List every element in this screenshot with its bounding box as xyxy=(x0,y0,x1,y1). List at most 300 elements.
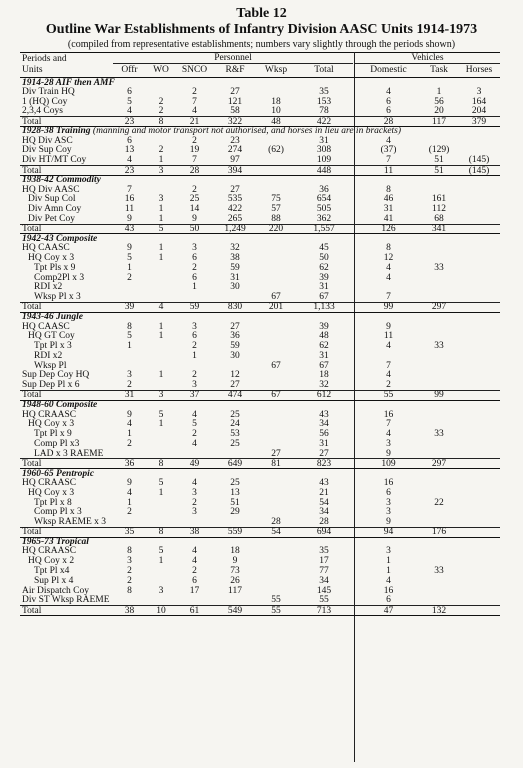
cell-offr: 9 xyxy=(127,243,132,254)
cell-rf: 23 xyxy=(230,135,240,146)
cell-total: 43 xyxy=(319,409,329,420)
cell-total: 308 xyxy=(316,145,332,156)
cell-domestic: 46 xyxy=(383,194,394,205)
cell-total: 77 xyxy=(319,566,329,576)
unit-name: RDI x2 xyxy=(34,350,63,361)
cell-offr: 7 xyxy=(127,184,132,195)
cell-rf: 27 xyxy=(230,86,240,97)
cell-rf: 24 xyxy=(230,419,240,430)
cell-task: 20 xyxy=(434,106,444,117)
cell-offr: 8 xyxy=(127,585,132,596)
total-offr: 31 xyxy=(124,390,135,401)
total-task: 132 xyxy=(431,605,447,616)
cell-domestic: 16 xyxy=(383,477,394,488)
cell-snco: 4 xyxy=(192,106,197,117)
cell-domestic: 16 xyxy=(383,409,394,420)
cell-snco: 1 xyxy=(192,350,197,361)
unit-name: HQ CRAASC xyxy=(22,546,77,557)
total-task: 297 xyxy=(431,458,447,469)
cell-task: 161 xyxy=(431,194,447,205)
cell-domestic: 6 xyxy=(386,96,391,107)
cell-snco: 6 xyxy=(192,253,197,264)
cell-rf: 9 xyxy=(232,556,238,567)
cell-snco: 6 xyxy=(192,575,197,586)
total-wo: 10 xyxy=(156,605,166,616)
cell-total: 67 xyxy=(319,292,329,303)
section-bottom-rule xyxy=(20,537,500,538)
unit-name: HQ CAASC xyxy=(22,243,70,254)
cell-offr: 2 xyxy=(127,575,132,586)
cell-offr: 9 xyxy=(127,213,132,224)
cell-total: 54 xyxy=(319,497,329,508)
cell-domestic: 4 xyxy=(386,575,391,586)
total-label: Total xyxy=(22,458,42,469)
cell-horses: 3 xyxy=(476,86,482,97)
cell-snco: 5 xyxy=(192,419,197,430)
total-snco: 61 xyxy=(189,605,200,616)
cell-snco: 2 xyxy=(192,429,197,440)
total-snco: 28 xyxy=(189,165,200,176)
cell-domestic: 3 xyxy=(386,497,391,508)
cell-snco: 2 xyxy=(192,135,197,146)
cell-domestic: 6 xyxy=(386,106,391,117)
cell-wo: 1 xyxy=(158,213,164,224)
vehicles-group-rule xyxy=(355,63,500,64)
total-task: 51 xyxy=(434,165,444,176)
unit-name: Tpt Pl x 8 xyxy=(34,497,72,508)
establishments-table xyxy=(20,52,500,762)
unit-name: Wksp RAEME x 3 xyxy=(34,517,107,528)
total-domestic: 11 xyxy=(383,165,394,176)
cell-rf: 30 xyxy=(230,282,240,293)
cell-task: 1 xyxy=(436,86,442,97)
cell-wo: 2 xyxy=(158,96,164,107)
cell-total: 35 xyxy=(319,86,329,97)
cell-snco: 6 xyxy=(192,272,197,283)
cell-snco: 2 xyxy=(192,262,197,273)
cell-task: 33 xyxy=(434,341,444,352)
cell-snco: 6 xyxy=(192,331,197,342)
total-label: Total xyxy=(22,605,42,616)
cell-offr: 13 xyxy=(124,145,135,156)
cell-domestic: 6 xyxy=(386,595,391,606)
cell-total: 145 xyxy=(316,585,332,596)
unit-name: LAD x 3 RAEME xyxy=(34,448,104,459)
cell-snco: 4 xyxy=(192,438,197,449)
total-total: 1,133 xyxy=(313,302,335,313)
cell-snco: 9 xyxy=(192,213,197,224)
total-task: 176 xyxy=(431,527,447,538)
cell-snco: 2 xyxy=(192,566,197,576)
cell-total: 17 xyxy=(319,556,329,567)
total-rf: 649 xyxy=(227,458,243,469)
unit-name: Comp Pl x 3 xyxy=(34,507,82,518)
unit-name: Tpt Pl x 3 xyxy=(34,341,72,352)
cell-wksp: 27 xyxy=(271,448,281,459)
total-total: 1,557 xyxy=(313,224,335,235)
total-wksp: 67 xyxy=(271,390,281,401)
total-offr: 38 xyxy=(124,605,135,616)
header-wo: WO xyxy=(153,65,169,75)
cell-offr: 8 xyxy=(127,321,132,332)
cell-rf: 12 xyxy=(230,370,240,381)
cell-rf: 265 xyxy=(227,213,243,224)
cell-wo: 1 xyxy=(158,243,164,254)
cell-rf: 121 xyxy=(227,96,243,107)
cell-wo: 2 xyxy=(158,106,164,117)
cell-domestic: 7 xyxy=(386,292,391,303)
unit-name: Sup Dep Pl x 6 xyxy=(22,380,80,391)
cell-wo: 1 xyxy=(158,331,164,342)
unit-name: Div Train HQ xyxy=(22,86,75,97)
cell-domestic: 6 xyxy=(386,487,391,498)
total-wo: 8 xyxy=(158,116,164,127)
section-title: 1938-42 Commodity xyxy=(22,175,101,186)
header-rf: R&F xyxy=(225,65,245,75)
section-title: 1914-28 AIF then AMF xyxy=(22,77,115,88)
cell-domestic: 16 xyxy=(383,585,394,596)
cell-snco: 4 xyxy=(192,477,197,488)
total-wo: 5 xyxy=(158,224,164,235)
cell-offr: 6 xyxy=(127,86,132,97)
cell-offr: 6 xyxy=(127,135,132,146)
cell-wo: 1 xyxy=(158,419,164,430)
personnel-vehicles-divider xyxy=(354,52,355,762)
cell-offr: 1 xyxy=(127,429,132,440)
cell-rf: 27 xyxy=(230,321,240,332)
unit-name: Comp2Pl x 3 xyxy=(34,272,85,283)
total-total: 422 xyxy=(316,116,332,127)
header-vehicles: Vehicles xyxy=(411,53,444,63)
section-title: 1943-46 Jungle xyxy=(22,312,83,323)
section-title: 1965-73 Tropical xyxy=(22,537,89,548)
cell-wksp: 67 xyxy=(271,292,281,303)
unit-name: Div Pet Coy xyxy=(28,213,75,224)
cell-offr: 8 xyxy=(127,546,132,557)
total-total: 448 xyxy=(316,165,332,176)
total-wksp: 55 xyxy=(271,605,281,616)
cell-total: 34 xyxy=(319,575,329,586)
total-label: Total xyxy=(22,302,42,313)
cell-rf: 25 xyxy=(230,409,240,420)
total-snco: 21 xyxy=(189,116,200,127)
total-domestic: 126 xyxy=(381,224,396,235)
cell-offr: 9 xyxy=(127,477,132,488)
section-title: 1948-60 Composite xyxy=(22,400,98,411)
header-horses: Horses xyxy=(465,65,493,75)
cell-rf: 422 xyxy=(227,204,243,215)
cell-total: 34 xyxy=(319,507,329,518)
cell-snco: 7 xyxy=(192,155,197,166)
total-task: 297 xyxy=(431,302,447,313)
cell-domestic: 8 xyxy=(386,184,391,195)
unit-name: HQ Coy x 3 xyxy=(28,487,75,498)
total-task: 117 xyxy=(432,116,446,127)
cell-domestic: 2 xyxy=(386,380,391,391)
cell-wo: 5 xyxy=(158,477,164,488)
cell-task: 51 xyxy=(434,155,444,166)
cell-snco: 4 xyxy=(192,409,197,420)
cell-offr: 5 xyxy=(127,253,132,264)
cell-total: 35 xyxy=(319,546,329,557)
unit-name: Tpt Pls x 9 xyxy=(34,262,76,273)
unit-name: RDI x2 xyxy=(34,282,63,293)
cell-wksp: 75 xyxy=(271,194,281,205)
total-total: 823 xyxy=(316,458,332,469)
cell-offr: 9 xyxy=(127,409,132,420)
total-domestic: 109 xyxy=(381,458,396,469)
cell-wksp: 18 xyxy=(271,96,281,107)
cell-wo: 1 xyxy=(158,556,164,567)
total-label: Total xyxy=(22,165,42,176)
unit-name: Div Sup Col xyxy=(28,194,76,205)
unit-name: HQ GT Coy xyxy=(28,331,75,342)
cell-total: 31 xyxy=(319,282,329,293)
total-rf: 559 xyxy=(227,527,243,538)
total-horses: 379 xyxy=(471,116,487,127)
cell-task: 112 xyxy=(432,204,446,215)
cell-rf: 73 xyxy=(230,566,240,576)
cell-wo: 5 xyxy=(158,409,164,420)
cell-rf: 25 xyxy=(230,477,240,488)
cell-domestic: 4 xyxy=(386,370,391,381)
unit-name: Div Sup Coy xyxy=(22,145,72,156)
cell-wksp: 10 xyxy=(271,106,281,117)
cell-total: 55 xyxy=(319,595,329,606)
cell-snco: 3 xyxy=(192,243,197,254)
cell-total: 21 xyxy=(319,487,329,498)
cell-rf: 27 xyxy=(230,184,240,195)
cell-rf: 13 xyxy=(230,487,240,498)
cell-domestic: 9 xyxy=(386,448,391,459)
total-snco: 59 xyxy=(189,302,200,313)
total-rf: 322 xyxy=(227,116,243,127)
table-subtitle: (compiled from representative establishments; numbers vary slightly through the periods shown) xyxy=(67,39,456,50)
total-snco: 38 xyxy=(189,527,200,538)
cell-wksp: 28 xyxy=(271,517,281,528)
total-offr: 23 xyxy=(124,116,135,127)
total-wo: 3 xyxy=(158,390,164,401)
cell-total: 28 xyxy=(319,517,329,528)
cell-total: 36 xyxy=(319,184,329,195)
cell-offr: 4 xyxy=(127,155,132,166)
cell-domestic: 4 xyxy=(386,135,391,146)
section-note: (manning and motor transport not authorised, and horses in lieu are in brackets) xyxy=(90,126,402,137)
cell-wo: 1 xyxy=(158,487,164,498)
section-title: 1928-38 Training (manning and motor transport not authorised, and horses in lieu are in brackets) xyxy=(22,126,402,137)
cell-total: 48 xyxy=(319,331,329,342)
cell-wksp: 67 xyxy=(271,360,281,371)
total-horses: (145) xyxy=(468,165,490,176)
cell-total: 31 xyxy=(319,135,329,146)
cell-domestic: 7 xyxy=(386,155,391,166)
cell-offr: 3 xyxy=(127,556,132,567)
cell-wo: 1 xyxy=(158,253,164,264)
cell-total: 34 xyxy=(319,419,329,430)
unit-name: HQ Div ASC xyxy=(22,135,73,146)
cell-offr: 4 xyxy=(127,487,132,498)
cell-rf: 32 xyxy=(230,243,240,254)
cell-snco: 1 xyxy=(192,282,197,293)
total-wo: 3 xyxy=(158,165,164,176)
cell-domestic: 1 xyxy=(386,556,391,567)
total-domestic: 28 xyxy=(383,116,394,127)
cell-domestic: 31 xyxy=(383,204,394,215)
cell-domestic: 3 xyxy=(386,546,391,557)
cell-snco: 17 xyxy=(189,585,200,596)
cell-snco: 2 xyxy=(192,370,197,381)
cell-domestic: 3 xyxy=(386,507,391,518)
cell-offr: 1 xyxy=(127,262,132,273)
unit-name: 2,3,4 Coys xyxy=(22,106,63,117)
cell-offr: 4 xyxy=(127,106,132,117)
cell-offr: 4 xyxy=(127,419,132,430)
cell-snco: 3 xyxy=(192,321,197,332)
cell-snco: 2 xyxy=(192,86,197,97)
cell-wo: 1 xyxy=(158,155,164,166)
section-title: 1960-65 Pentropic xyxy=(22,468,95,479)
cell-total: 67 xyxy=(319,360,329,371)
header-wksp: Wksp xyxy=(264,65,288,75)
cell-snco: 7 xyxy=(192,96,197,107)
total-wksp: 81 xyxy=(271,458,281,469)
total-rf: 1,249 xyxy=(224,224,246,235)
unit-name: HQ Div AASC xyxy=(22,184,80,195)
cell-domestic: 1 xyxy=(386,566,391,576)
cell-wo: 3 xyxy=(158,194,164,205)
cell-domestic: 12 xyxy=(383,253,394,264)
cell-total: 45 xyxy=(319,243,329,254)
cell-task: 33 xyxy=(434,262,444,273)
total-label: Total xyxy=(22,224,42,235)
cell-total: 78 xyxy=(319,106,329,117)
cell-snco: 25 xyxy=(189,194,200,205)
total-task: 99 xyxy=(434,390,444,401)
unit-name: HQ Coy x 3 xyxy=(28,253,75,264)
section-bottom-rule xyxy=(20,615,500,616)
cell-rf: 31 xyxy=(230,272,240,283)
cell-wksp: 55 xyxy=(271,595,281,606)
cell-offr: 16 xyxy=(124,194,135,205)
cell-horses: 164 xyxy=(471,96,487,107)
total-wksp: 48 xyxy=(271,116,281,127)
table-title: Outline War Establishments of Infantry Division AASC Units 1914-1973 xyxy=(45,22,478,37)
cell-wksp: 57 xyxy=(271,204,281,215)
total-domestic: 55 xyxy=(383,390,394,401)
cell-offr: 1 xyxy=(127,497,132,508)
cell-task: 33 xyxy=(434,566,444,576)
total-domestic: 47 xyxy=(383,605,394,616)
cell-offr: 2 xyxy=(127,438,132,449)
cell-task: 56 xyxy=(434,96,444,107)
cell-total: 153 xyxy=(316,96,332,107)
cell-offr: 2 xyxy=(127,566,132,576)
cell-snco: 3 xyxy=(192,487,197,498)
cell-wo: 3 xyxy=(158,585,164,596)
cell-offr: 1 xyxy=(127,341,132,352)
unit-name: Comp Pl x3 xyxy=(34,438,80,449)
cell-task: 22 xyxy=(434,497,444,508)
cell-total: 654 xyxy=(316,194,332,205)
cell-total: 62 xyxy=(319,262,329,273)
cell-wo: 1 xyxy=(158,204,164,215)
cell-domestic: 7 xyxy=(386,419,391,430)
personnel-group-rule xyxy=(113,63,353,64)
header-periods: Periods and xyxy=(22,54,67,64)
total-rf: 830 xyxy=(227,302,243,313)
cell-rf: 274 xyxy=(227,145,243,156)
unit-name: Wksp Pl xyxy=(34,360,67,371)
cell-rf: 27 xyxy=(230,380,240,391)
cell-rf: 25 xyxy=(230,438,240,449)
unit-name: Div HT/MT Coy xyxy=(22,155,87,166)
total-snco: 37 xyxy=(189,390,200,401)
cell-domestic: 11 xyxy=(383,331,394,342)
table-number: Table 12 xyxy=(236,6,287,21)
cell-offr: 3 xyxy=(127,370,132,381)
unit-name: Div ST Wksp RAEME xyxy=(22,595,110,606)
total-label: Total xyxy=(22,527,42,538)
cell-offr: 5 xyxy=(127,96,132,107)
total-label: Total xyxy=(22,390,42,401)
total-wksp: 54 xyxy=(271,527,281,538)
cell-domestic: 8 xyxy=(386,243,391,254)
cell-total: 31 xyxy=(319,438,329,449)
cell-snco: 2 xyxy=(192,341,197,352)
cell-rf: 59 xyxy=(230,341,240,352)
cell-wo: 1 xyxy=(158,370,164,381)
cell-snco: 4 xyxy=(192,546,197,557)
total-label: Total xyxy=(22,116,42,127)
cell-domestic: (37) xyxy=(380,145,397,156)
cell-wksp: (62) xyxy=(268,145,284,156)
unit-name: HQ Coy x 2 xyxy=(28,556,75,567)
header-personnel: Personnel xyxy=(214,53,252,63)
header-domestic: Domestic xyxy=(370,65,407,75)
total-task: 341 xyxy=(431,224,447,235)
cell-rf: 29 xyxy=(230,507,240,518)
total-rf: 474 xyxy=(227,390,243,401)
cell-total: 43 xyxy=(319,477,329,488)
total-domestic: 94 xyxy=(383,527,394,538)
cell-rf: 26 xyxy=(230,575,240,586)
cell-rf: 18 xyxy=(230,546,240,557)
total-wksp: 201 xyxy=(268,302,284,313)
unit-name: Wksp Pl x 3 xyxy=(34,292,81,303)
total-offr: 43 xyxy=(124,224,135,235)
cell-total: 31 xyxy=(319,350,329,361)
cell-total: 50 xyxy=(319,253,329,264)
header-offr: Offr xyxy=(121,65,138,75)
cell-rf: 36 xyxy=(230,331,240,342)
unit-name: HQ CRAASC xyxy=(22,409,77,420)
cell-wo: 1 xyxy=(158,321,164,332)
cell-snco: 2 xyxy=(192,184,197,195)
cell-offr: 5 xyxy=(127,331,132,342)
cell-task: 68 xyxy=(434,213,444,224)
cell-rf: 535 xyxy=(227,194,243,205)
cell-wo: 5 xyxy=(158,546,164,557)
cell-offr: 2 xyxy=(127,507,132,518)
total-wksp: 220 xyxy=(268,224,284,235)
cell-total: 39 xyxy=(319,321,329,332)
cell-total: 27 xyxy=(319,448,329,459)
cell-snco: 4 xyxy=(192,556,197,567)
cell-snco: 19 xyxy=(189,145,200,156)
cell-horses: (145) xyxy=(468,155,490,166)
total-wo: 4 xyxy=(158,302,164,313)
total-rf: 549 xyxy=(227,605,243,616)
